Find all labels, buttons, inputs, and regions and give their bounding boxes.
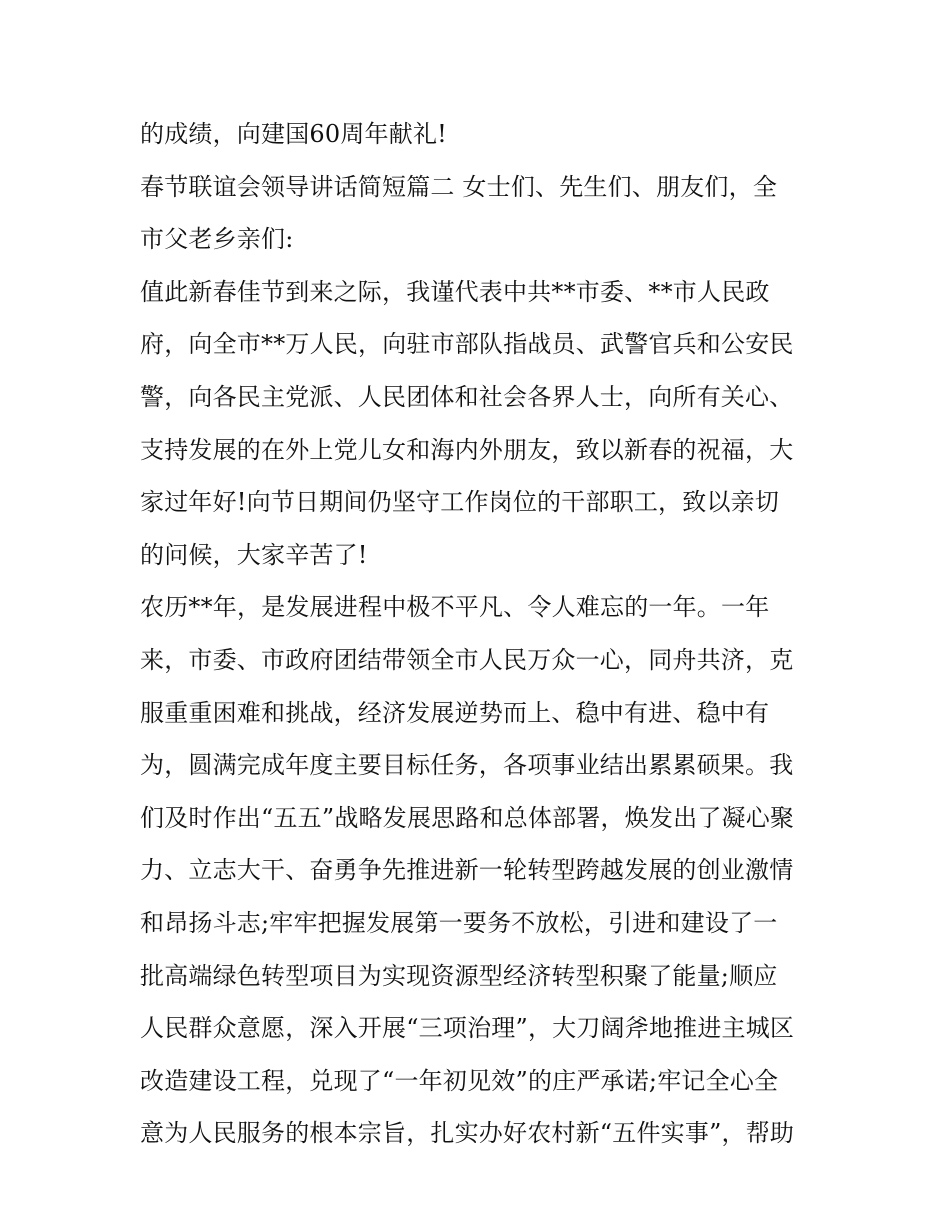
text-line: 服重重困难和挑战，经济发展逆势而上、稳中有进、稳中有: [140, 698, 770, 727]
text-line: 们及时作出“五五”战略发展思路和总体部署，焕发出了凝心聚: [140, 803, 795, 832]
text-line: 和昂扬斗志;牢牢把握发展第一要务不放松，引进和建设了一: [140, 908, 778, 937]
text-line: 改造建设工程，兑现了“一年初见效”的庄严承诺;牢记全心全: [140, 1066, 779, 1095]
text-line: 家过年好!向节日期间仍坚守工作岗位的干部职工，致以亲切: [140, 488, 780, 517]
text-line: 支持发展的在外上党儿女和海内外朋友，致以新春的祝福，大: [140, 435, 794, 464]
text-line: 警，向各民主党派、人民团体和社会各界人士，向所有关心、: [140, 382, 794, 411]
text-line: 力、立志大干、奋勇争先推进新一轮转型跨越发展的创业激情: [140, 856, 794, 885]
text-line: 府，向全市**万人民，向驻市部队指战员、武警官兵和公安民: [140, 330, 794, 359]
document-body: [140, 108, 820, 1160]
text-line: 为，圆满完成年度主要目标任务，各项事业结出累累硕果。我: [140, 751, 794, 780]
text-line: 值此新春佳节到来之际，我谨代表中共**市委、**市人民政: [140, 277, 770, 306]
text-line: 批高端绿色转型项目为实现资源型经济转型积聚了能量;顺应: [140, 961, 778, 990]
text-line: 的成绩，向建国60周年献礼!: [140, 120, 447, 148]
text-line: 春节联谊会领导讲话简短篇二 女士们、先生们、朋友们，全: [140, 172, 778, 201]
text-line: 来，市委、市政府团结带领全市人民万众一心，同舟共济，克: [140, 645, 794, 674]
text-line: 意为人民服务的根本宗旨，扎实办好农村新“五件实事”，帮助: [140, 1119, 795, 1148]
text-line: 的问候，大家辛苦了!: [140, 540, 368, 569]
text-line: 农历**年，是发展进程中极不平凡、令人难忘的一年。一年: [140, 593, 770, 622]
text-line: 市父老乡亲们:: [140, 225, 294, 254]
text-line: 人民群众意愿，深入开展“三项治理”，大刀阔斧地推进主城区: [140, 1014, 795, 1043]
